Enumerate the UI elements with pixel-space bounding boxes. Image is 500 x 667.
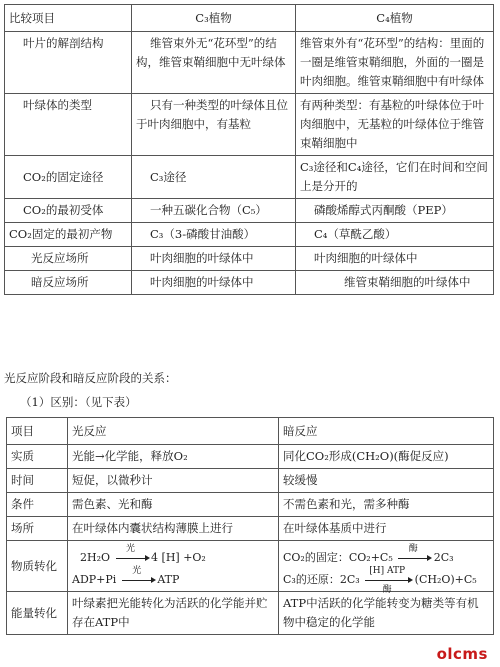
header-cell: 比较项目 — [5, 5, 132, 32]
row-label: 光反应场所 — [5, 247, 132, 271]
product: (CH₂O)+C₅ — [414, 573, 477, 586]
arrow-label: 光 — [126, 544, 136, 554]
light-cell: 短促，以微秒计 — [68, 469, 279, 493]
c3-cell: 一种五碳化合物（C₅） — [132, 199, 296, 223]
arrow-icon — [363, 566, 411, 595]
product: 4 [H] +O₂ — [151, 551, 206, 564]
arrow-icon — [120, 566, 154, 589]
c3-cell: 维管束外无“花环型”的结构，维管束鞘细胞中无叶绿体 — [132, 32, 296, 94]
reactant: CO₂的固定：CO₂+C₅ — [283, 551, 393, 564]
reactant: C₃的还原：2C₃ — [283, 573, 360, 586]
row-label: 时间 — [7, 469, 68, 493]
arrow-label: [H] ATP — [369, 566, 406, 576]
arrow-label: 酶 — [382, 585, 392, 595]
dark-cell: 同化CO₂形成(CH₂O)(酶促反应) — [279, 445, 494, 469]
reactant: 2H₂O — [80, 551, 111, 564]
table-row — [7, 445, 494, 469]
product: ATP — [157, 573, 180, 586]
row-label: CO₂的固定途径 — [5, 156, 132, 199]
row-label: 实质 — [7, 445, 68, 469]
table-header-row — [5, 5, 494, 32]
table-row — [5, 223, 494, 247]
c4-cell: 磷酸烯醇式丙酮酸（PEP） — [296, 199, 494, 223]
c4-cell: 维管束鞘细胞的叶绿体中 — [296, 271, 494, 295]
light-equation-2 — [72, 566, 274, 589]
row-label: 叶绿体的类型 — [5, 94, 132, 156]
difference-subheading: （1）区别：（见下表） — [20, 395, 137, 409]
light-equation-1 — [72, 544, 274, 567]
table-row — [5, 94, 494, 156]
row-label: 条件 — [7, 493, 68, 517]
product: 2C₃ — [433, 551, 454, 564]
row-label: 能量转化 — [7, 592, 68, 635]
c3-cell: C₃途径 — [132, 156, 296, 199]
header-cell: 项目 — [7, 418, 68, 445]
table-row — [5, 247, 494, 271]
light-cell: 需色素、光和酶 — [68, 493, 279, 517]
dark-cell: 不需色素和光，需多种酶 — [279, 493, 494, 517]
header-cell: C₃植物 — [132, 5, 296, 32]
header-cell: 暗反应 — [279, 418, 494, 445]
arrow-label: 酶 — [408, 544, 418, 554]
c3-cell: 叶肉细胞的叶绿体中 — [132, 271, 296, 295]
table-header-row — [7, 418, 494, 445]
table-row — [5, 199, 494, 223]
dark-cell: 在叶绿体基质中进行 — [279, 517, 494, 541]
table-row — [5, 156, 494, 199]
c3-c4-comparison-table — [4, 4, 494, 295]
dark-cell: 较缓慢 — [279, 469, 494, 493]
arrow-label: 光 — [132, 566, 142, 576]
header-cell: 光反应 — [68, 418, 279, 445]
c4-cell: C₄（草酰乙酸） — [296, 223, 494, 247]
row-label: CO₂固定的最初产物 — [5, 223, 132, 247]
table-row — [7, 493, 494, 517]
c3-cell: C₃（3-磷酸甘油酸） — [132, 223, 296, 247]
watermark: olcms — [436, 645, 488, 663]
c3-cell: 只有一种类型的叶绿体且位于叶肉细胞中，有基粒 — [132, 94, 296, 156]
c4-cell: 有两种类型：有基粒的叶绿体位于叶肉细胞中，无基粒的叶绿体位于维管束鞘细胞中 — [296, 94, 494, 156]
row-label: 场所 — [7, 517, 68, 541]
dark-cell: ATP中活跃的化学能转变为糖类等有机物中稳定的化学能 — [279, 592, 494, 635]
material-row — [7, 541, 494, 592]
light-cell: 叶绿素把光能转化为活跃的化学能并贮存在ATP中 — [68, 592, 279, 635]
row-label: 叶片的解剖结构 — [5, 32, 132, 94]
c4-cell: C₃途径和C₄途径，它们在时间和空间上是分开的 — [296, 156, 494, 199]
dark-equations — [279, 541, 494, 595]
c4-cell: 维管束外有“花环型”的结构：里面的一圈是维管束鞘细胞，外面的一圈是叶肉细胞。维管束鞘细胞中有叶绿体 — [296, 32, 494, 94]
light-cell: 在叶绿体内囊状结构薄膜上进行 — [68, 517, 279, 541]
light-equations — [68, 541, 279, 592]
energy-row — [7, 592, 494, 635]
row-label: 暗反应场所 — [5, 271, 132, 295]
row-label: 物质转化 — [7, 541, 68, 592]
light-cell: 光能→化学能，释放O₂ — [68, 445, 279, 469]
c3-cell: 叶肉细胞的叶绿体中 — [132, 247, 296, 271]
relation-heading: 光反应阶段和暗反应阶段的关系： — [4, 371, 177, 385]
table-row — [7, 469, 494, 493]
dark-equation-2 — [283, 566, 489, 595]
c4-cell: 叶肉细胞的叶绿体中 — [296, 247, 494, 271]
table-row — [5, 271, 494, 295]
light-dark-reaction-table — [6, 417, 494, 635]
row-label: CO₂的最初受体 — [5, 199, 132, 223]
table-row — [7, 517, 494, 541]
header-cell: C₄植物 — [296, 5, 494, 32]
table-row — [5, 32, 494, 94]
reactant: ADP+Pi — [72, 573, 117, 586]
